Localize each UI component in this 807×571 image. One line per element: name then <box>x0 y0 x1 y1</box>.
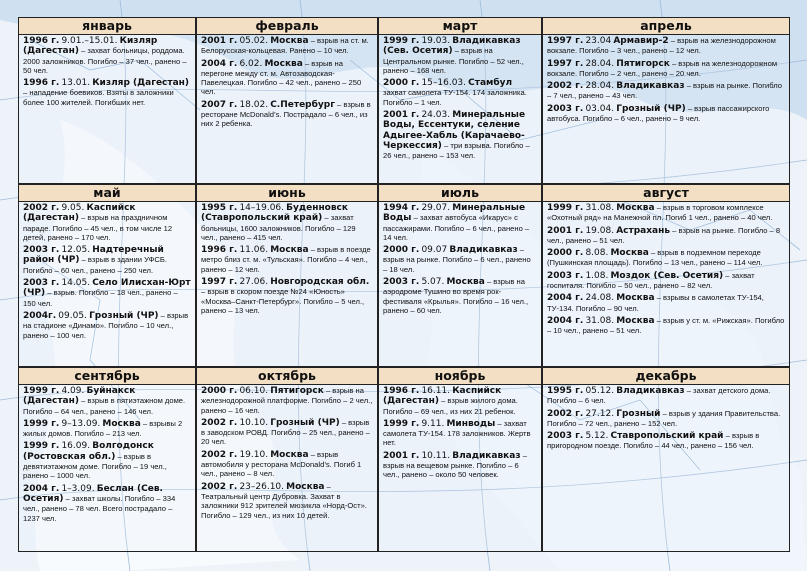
event-year: 2002 г. <box>201 449 238 460</box>
event-year: 2004 г. <box>201 58 238 69</box>
event-text: – захват больницы, 1600 заложников. Погибло – 129 чел., ранено – 415 чел. <box>201 213 356 242</box>
event-text: – взрыв на Центральном рынке. Погибло – 52 чел., ранено – 168 чел. <box>383 46 524 75</box>
event-entry <box>547 59 785 79</box>
event-place: Кизляр (Дагестан) <box>23 36 158 57</box>
event-date: 27.12. <box>585 408 615 419</box>
month-header: июнь <box>197 185 377 202</box>
event-text: – нападение боевиков. Взяты в заложники более 100 жителей. Погибших нет. <box>23 88 174 107</box>
event-entry <box>547 226 785 246</box>
event-entry <box>547 316 785 336</box>
event-place: Москва <box>102 418 141 429</box>
event-entry <box>547 81 785 101</box>
event-year: 2000 г. <box>383 78 420 89</box>
event-text: – взрыв на праздничном параде. Погибло – 45 чел., в том числе 12 детей, ранено – 170 чел. <box>23 213 173 242</box>
event-place: Грозный (ЧР) <box>616 103 686 114</box>
event-entry <box>547 104 785 124</box>
event-year: 2003 г. <box>383 277 420 288</box>
event-year: 1996 г. <box>23 36 60 46</box>
month-cell <box>542 367 790 552</box>
event-text: – взрыв в пятиэтажном доме. Погибло – 64 чел., ранено – 146 чел. <box>23 396 186 416</box>
event-place: Грозный (ЧР) <box>270 417 340 428</box>
event-date: 23.04 <box>585 36 612 46</box>
event-date: 9.11. <box>421 418 445 429</box>
month-cell <box>542 17 790 184</box>
event-date: 29.07. <box>421 203 451 213</box>
event-entry <box>23 386 191 416</box>
event-place: Буденновск (Ставропольский край) <box>201 203 348 224</box>
month-cell <box>18 367 196 552</box>
event-text: – взрыв в торговом комплексе «Охотный ряд» на Манежной пл. Погиб 1 чел., ранено – 40 чел. <box>547 203 773 223</box>
event-date: 05.02. <box>239 36 269 46</box>
event-entry <box>547 293 785 313</box>
event-entry <box>23 36 191 75</box>
month-cell <box>196 184 378 367</box>
event-text: – взрыв автомобиля у ресторана McDonald’s. Погиб 1 чел., ранено – 8 чел. <box>201 449 362 479</box>
event-text: – взрыв в девятиэтажном доме. Погибло – 19 чел., ранено – 1000 чел. <box>23 451 167 481</box>
event-place: С.Петербург <box>270 99 335 110</box>
event-text: – взрыв на железнодорожном вокзале. Погибло – 3 чел., ранено – 12 чел. <box>547 36 776 56</box>
event-place: Владикавказ <box>616 386 685 396</box>
event-text: – взрыв на стадионе «Динамо». Погибло – 10 чел., ранено – 100 чел. <box>23 310 189 340</box>
month-cell <box>196 367 378 552</box>
event-text: захват самолета ТУ-154. 174 заложника. Погибло – 1 чел. <box>383 88 527 107</box>
event-place: Минеральные Воды, Ессентуки, селение Адыгее-Хабль (Карачаево-Черкессия) <box>383 110 526 151</box>
event-place: Новгородская обл. <box>270 277 370 288</box>
event-entry <box>383 419 537 448</box>
event-place: Москва <box>270 36 309 46</box>
event-entry <box>201 277 373 315</box>
event-place: Грозный (ЧР) <box>89 310 159 321</box>
month-cell <box>196 17 378 184</box>
event-entry <box>547 203 785 223</box>
month-cell <box>18 17 196 184</box>
event-entry <box>547 36 785 56</box>
month-header: декабрь <box>543 368 789 385</box>
event-date: 31.08. <box>585 315 615 326</box>
event-place: Пятигорск <box>270 386 324 396</box>
event-date: 6.02. <box>239 58 263 69</box>
month-header: январь <box>19 18 195 35</box>
event-year: 1997 г. <box>547 58 584 69</box>
event-year: 2003 г. <box>547 270 584 281</box>
event-date: 19.10. <box>239 449 269 460</box>
event-entry <box>547 386 785 406</box>
event-place: Астрахань <box>616 225 671 236</box>
event-entry <box>23 419 191 439</box>
event-place: Москва <box>616 203 655 213</box>
event-text: – захват самолета ТУ-154. 178 заложников. Жертв нет. <box>383 418 531 448</box>
event-year: 1999 г. <box>547 203 584 213</box>
event-text: – захват школы. Погибло – 334 чел., ранено – 78 чел. Всего пострадало – 1237 чел. <box>23 493 176 523</box>
event-date: 11.06. <box>239 245 269 256</box>
month-cell <box>378 367 542 552</box>
event-place: Минеральные Воды <box>383 203 526 224</box>
event-entry <box>23 441 191 480</box>
event-text: – взрыв на рынке. Погибло – 6 чел., ранено – 18 чел. <box>383 245 531 274</box>
event-date: 28.04. <box>585 81 615 92</box>
event-text: – взрыв на рынке. Погибло – 8 чел., ранено – 51 чел. <box>547 225 781 245</box>
event-entry <box>201 245 373 274</box>
event-place: Владикавказ <box>452 450 521 461</box>
month-header: февраль <box>197 18 377 35</box>
event-entry <box>383 451 537 480</box>
event-date: 4.09. <box>61 386 85 396</box>
event-text: – захват госпиталя. Погибло – 50 чел., ранено – 82 чел. <box>547 270 755 291</box>
event-date: 31.08. <box>585 203 615 213</box>
event-year: 2004 г. <box>547 315 584 326</box>
event-entry <box>201 418 373 447</box>
event-year: 2000 г. <box>201 386 238 396</box>
event-text: – взрывы 2 жилых домов. Погибло – 213 чел. <box>23 418 183 439</box>
event-entry <box>383 203 537 242</box>
event-year: 1996 г. <box>201 245 238 256</box>
event-year: 1997 г. <box>201 277 238 288</box>
event-text: – взрыв в ресторане McDonald’s. Пострадало – 6 чел., из них 2 ребенка. <box>201 99 371 129</box>
event-text: – взрыв на железнодорожном вокзале. Погибло – 2 чел., ранено – 20 чел. <box>547 58 778 78</box>
event-place: Надтеречный район (ЧР) <box>23 245 164 266</box>
event-text: – взрыв в заводском РОВД. Погибло – 25 чел., ранено – 20 чел. <box>201 417 370 447</box>
event-place: Владикавказ <box>616 81 685 92</box>
event-year: 2004 г. <box>23 483 60 494</box>
event-year: 1999 г. <box>23 418 60 429</box>
event-text: – взрыв жилого дома. Погибло – 69 чел., из них 21 ребенок. <box>383 396 518 416</box>
month-header: август <box>543 185 789 202</box>
event-entry <box>23 78 191 107</box>
event-place: Пятигорск <box>616 58 670 69</box>
event-text: – взрыв на перегоне между ст. м. Автозаводская-Павелецкая. Погибло – 42 чел., ранено – 250 чел. <box>201 58 362 97</box>
event-text: – взрыв на аэродроме Тушино во время рок-фестиваля «Крылья». Погибло – 16 чел., ранено – 60 чел. <box>383 277 529 315</box>
month-header: май <box>19 185 195 202</box>
event-entry <box>547 248 785 268</box>
event-place: Минводы <box>446 418 496 429</box>
event-year: 2002 г. <box>547 408 584 419</box>
event-date: 23–26.10. <box>239 481 285 492</box>
month-header: июль <box>379 185 541 202</box>
event-place: Москва <box>610 248 649 259</box>
event-entry <box>383 36 537 75</box>
event-place: Село Илисхан-Юрт (ЧР) <box>23 278 191 299</box>
event-text: – взрыв в скором поезде №24 «Юность» «Москва–Санкт-Петербург». Погибло – 5 чел., ранено – 13 чел. <box>201 287 365 315</box>
event-year: 1995 г. <box>547 386 584 396</box>
event-date: 14–19.06. <box>239 203 285 213</box>
event-date: 05.12. <box>585 386 615 396</box>
event-place: Москва <box>270 449 309 460</box>
event-date: 1.08. <box>585 270 609 281</box>
event-date: 10.11. <box>421 450 451 461</box>
event-year: 1999 г. <box>383 36 420 46</box>
event-year: 2003 г. <box>547 431 584 442</box>
month-cell <box>378 184 542 367</box>
event-text: – захват автобуса «Икарус» с пассажирами. Погибло – 6 чел., ранено – 14 чел. <box>383 213 530 242</box>
event-date: 24.03. <box>421 110 451 121</box>
event-entry <box>201 59 373 97</box>
event-place: Беслан (Сев. Осетия) <box>23 483 163 504</box>
event-text: – взрыв. Погибло – 18 чел., ранено – 150 чел. <box>23 288 178 308</box>
event-text: – взрыв на ст. м. Белорусская-кольцевая. Ранено – 10 чел. <box>201 36 369 56</box>
event-date: 12.05. <box>61 245 91 256</box>
event-place: Моздок (Сев. Осетия) <box>610 270 724 281</box>
event-entry <box>201 36 373 56</box>
month-cell <box>378 17 542 184</box>
month-header: апрель <box>543 18 789 35</box>
event-year: 2000 г. <box>547 248 584 259</box>
event-date: 19.08. <box>585 225 615 236</box>
event-date: 13.01. <box>61 78 91 89</box>
event-year: 1999 г. <box>23 441 60 452</box>
event-text: – взрывы в самолетах ТУ-154, ТУ-134. Погибло – 90 чел. <box>547 293 764 313</box>
event-date: 28.04. <box>585 58 615 69</box>
event-text: – взрыв на рынке. Погибло – 7 чел., ранено – 43 чел. <box>547 81 783 101</box>
event-year: 2004 г. <box>547 293 584 304</box>
calendar-grid <box>18 17 790 552</box>
event-year: 1999 г. <box>383 418 420 429</box>
event-text: – взрыв у ст. м. «Рижская». Погибло – 10 чел., ранено – 51 чел. <box>547 315 785 336</box>
event-text: – взрыв у здания Правительства. Погибло – 72 чел., ранено – 152 чел. <box>547 408 781 428</box>
event-place: Москва <box>616 315 655 326</box>
event-place: Москва <box>286 481 325 492</box>
event-entry <box>547 431 785 451</box>
event-entry <box>547 271 785 291</box>
event-place: Буйнакск (Дагестан) <box>23 386 136 407</box>
event-year: 2004г. <box>23 310 57 321</box>
event-date: 10.10. <box>239 417 269 428</box>
event-year: 2002 г. <box>201 417 238 428</box>
event-year: 1996 г. <box>23 78 60 89</box>
event-place: Москва <box>446 277 485 288</box>
month-header: октябрь <box>197 368 377 385</box>
event-year: 2000 г. <box>383 245 420 256</box>
event-year: 2001 г. <box>201 36 238 46</box>
event-date: 5.12. <box>585 431 609 442</box>
event-text: – взрыв на вещевом рынке. Погибло – 6 чел., ранено – около 50 человек. <box>383 450 527 480</box>
event-year: 2001 г. <box>383 110 420 121</box>
event-year: 2002 г. <box>23 203 60 213</box>
event-date: 8.08. <box>585 248 609 259</box>
event-year: 1997 г. <box>547 36 584 46</box>
event-date: 09.05. <box>58 310 87 321</box>
event-entry <box>383 245 537 274</box>
event-year: 2001 г. <box>547 225 584 236</box>
month-cell <box>542 184 790 367</box>
event-entry <box>201 450 373 479</box>
event-place: Грозный <box>616 408 661 419</box>
event-place: Каспийск (Дагестан) <box>23 203 136 224</box>
event-year: 2003 г. <box>23 278 60 289</box>
event-year: 2002 г. <box>201 481 238 492</box>
event-text: – взрыв на железнодорожной платформе. Погибло – 2 чел., ранено – 16 чел. <box>201 386 373 415</box>
event-place: Владикавказ <box>449 245 518 256</box>
event-date: 16.11. <box>421 386 451 396</box>
event-date: 15–16.03. <box>421 78 467 89</box>
event-entry <box>201 203 373 242</box>
event-entry <box>547 409 785 429</box>
event-year: 2007 г. <box>201 99 238 110</box>
event-date: 24.08. <box>585 293 615 304</box>
event-date: 18.02. <box>239 99 269 110</box>
event-text: – захват больницы, роддома. 2000 заложников. Погибло – 37 чел., ранено – 50 чел. <box>23 46 187 75</box>
event-year: 2003 г. <box>23 245 60 256</box>
event-year: 1996 г. <box>383 386 420 396</box>
event-place: Ставропольский край <box>610 431 724 442</box>
event-entry <box>383 386 537 416</box>
event-entry <box>383 277 537 315</box>
event-entry <box>23 484 191 523</box>
event-entry <box>383 110 537 160</box>
event-place: Каспийск (Дагестан) <box>383 386 502 407</box>
event-date: 03.04. <box>585 103 615 114</box>
event-text: – три взрыва. Погибло – 26 чел., ранено – 153 чел. <box>383 140 530 161</box>
event-entry <box>23 311 191 340</box>
event-year: 2003 г. <box>547 103 584 114</box>
event-text: – захват детского дома. Погибло – 6 чел. <box>547 386 771 406</box>
event-text: – взрыв в пригородном поезде. Погибло – 44 чел., ранено – 156 чел. <box>547 431 760 451</box>
event-text: – взрыв в подземном переходе (Пушкинская площадь). Погибло – 13 чел., ранено – 114 чел. <box>547 248 763 268</box>
event-date: 27.06. <box>239 277 269 288</box>
event-entry <box>201 482 373 520</box>
event-place: Москва <box>616 293 655 304</box>
event-date: 16.09. <box>61 441 91 452</box>
event-entry <box>23 203 191 242</box>
event-date: 19.03. <box>421 36 451 46</box>
event-text: – Театральный центр Дубровка. Захват в заложники 912 зрителей мюзикла «Норд-Ост». Погибло – 129 чел., из них 10 детей. <box>201 481 367 520</box>
event-year: 2001 г. <box>383 450 420 461</box>
event-year: 1995 г. <box>201 203 238 213</box>
event-date: 5.07. <box>421 277 445 288</box>
event-text: – взрыв в поезде метро близ ст. м. «Тульская». Погибло – 4 чел., ранено – 12 чел. <box>201 245 371 274</box>
event-text: – взрыв в здании УФСБ. Погибло – 60 чел., ранено – 250 чел. <box>23 255 167 275</box>
month-header: март <box>379 18 541 35</box>
event-entry <box>23 278 191 308</box>
event-date: 9.05. <box>61 203 85 213</box>
event-entry <box>23 245 191 275</box>
month-header: ноябрь <box>379 368 541 385</box>
event-entry <box>201 386 373 415</box>
event-entry <box>383 78 537 107</box>
event-date: 9.01.–15.01. <box>61 36 118 46</box>
event-place: Москва <box>264 58 303 69</box>
event-date: 1–3.09. <box>61 483 95 494</box>
event-text: – взрыв пассажирского автобуса. Погибло – 6 чел., ранено – 9 чел. <box>547 103 770 124</box>
month-cell <box>18 184 196 367</box>
event-date: 14.05. <box>61 278 91 289</box>
event-place: Владикавказ (Сев. Осетия) <box>383 36 521 57</box>
event-year: 1999 г. <box>23 386 60 396</box>
event-date: 9–13.09. <box>61 418 101 429</box>
event-place: Армавир-2 <box>613 36 669 46</box>
event-entry <box>201 100 373 129</box>
month-header: сентябрь <box>19 368 195 385</box>
event-place: Кизляр (Дагестан) <box>92 78 190 89</box>
event-place: Москва <box>270 245 309 256</box>
event-year: 1994 г. <box>383 203 420 213</box>
event-year: 2002 г. <box>547 81 584 92</box>
event-place: Стамбул <box>468 78 513 89</box>
event-date: 09.07 <box>421 245 448 256</box>
event-date: 06.10. <box>239 386 269 396</box>
event-place: Волгодонск (Ростовская обл.) <box>23 441 154 462</box>
